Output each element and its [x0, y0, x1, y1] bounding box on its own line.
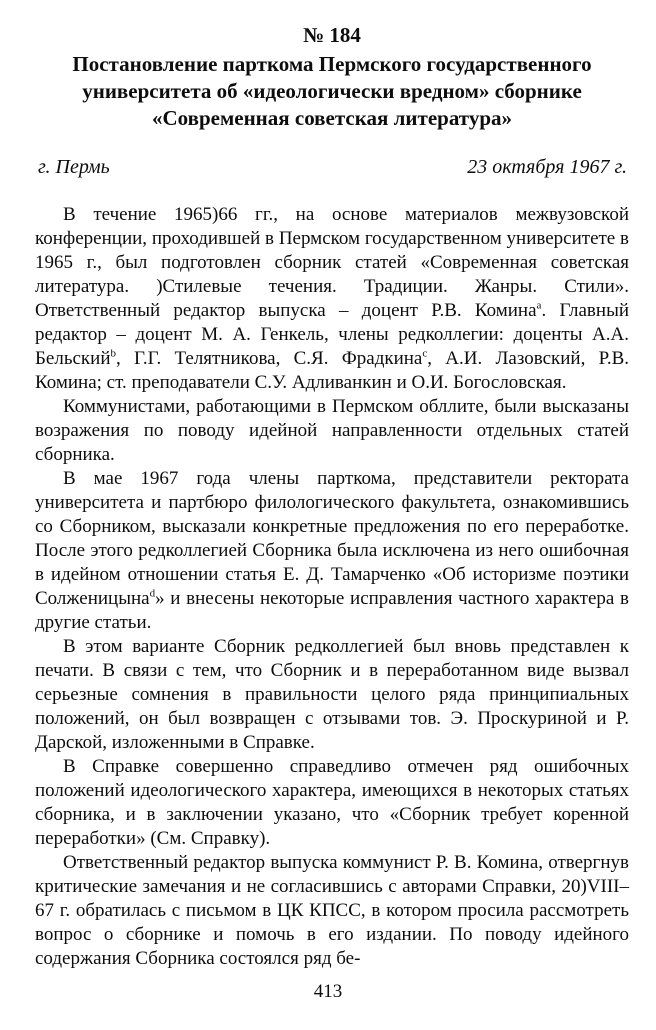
document-title-line: университета об «идеологически вредном» сборнике — [82, 79, 582, 103]
dateline — [35, 156, 629, 179]
document-number: № 184 — [303, 23, 361, 47]
paragraph: Коммунистами, работающими в Пермском обллите, были высказаны возражения по поводу идейной направленности отдельных статей сборника. — [35, 396, 629, 465]
footnote-marker: a — [536, 299, 542, 312]
document-title — [35, 51, 629, 132]
paragraph: Ответственный редактор выпуска коммунист Р. В. Комина, отвергнув критические замечания и не согласившись с авторами Справки, 20)VIII–67 г. обратилась с письмом в ЦК КПСС, в котором просила рассмотреть вопрос о сборнике и помочь в его издании. По поводу идейного содержания Сборника состоялся ряд бе- — [35, 852, 629, 969]
document-title-line: Постановление парткома Пермского государственного — [72, 52, 592, 76]
dateline-place: г. Пермь — [38, 156, 110, 178]
paragraph: В Справке совершенно справедливо отмечен ряд ошибочных положений идеологического характера, имеющихся в некоторых статьях сборника, и в заключении указано, что «Сборник требует коренной переработки» (См. Справку). — [35, 756, 629, 849]
paragraph: В мае 1967 года члены парткома, представители ректората университета и партбюро филологического факультета, ознакомившись со Сборником, высказали конкретные предложения по его переработке. После этого редколлегией Сборника была исключена из него ошибочная в идейном отношении статья Е. Д. Тамарченко «Об историзме поэтики Солженицына$^d$» и внесены некоторые исправления частного характера в другие статьи. — [35, 468, 629, 633]
paragraph: В течение 1965)66 гг., на основе материалов межвузовской конференции, проходившей в Пермском государственном университете в 1965 г., был подготовлен сборник статей «Современная советская литература. )Стилевые течения. Традиции. Жанры. Стили». Ответственный редактор выпуска – доцент Р.В. Комина$^a$. Главный редактор – доцент М. А. Генкель, члены редколлегии: доценты А.А. Бельский$^b$, Г.Г. Телятникова, С.Я. Фрадкина$^c$, А.И. Лазовский, Р.В. Комина; ст. преподаватели С.У. Адливанкин и О.И. Богословская. — [35, 204, 629, 393]
document-body — [35, 203, 629, 971]
footnote-marker: c — [422, 347, 428, 360]
footnote-marker: d — [149, 587, 156, 600]
page-number: 413 — [313, 981, 343, 1002]
dateline-date: 23 октября 1967 г. — [467, 156, 627, 178]
paragraph: В этом варианте Сборник редколлегией был вновь представлен к печати. В связи с тем, что Сборник и в переработанном виде вызвал серьезные сомнения в правильности целого ряда принципиальных положений, он был возвращен с отзывами тов. Э. Проскуриной и Р. Дарской, изложенными в Справке. — [35, 636, 629, 753]
document-title-line: «Современная советская литература» — [151, 106, 513, 130]
footnote-marker: b — [110, 347, 116, 360]
